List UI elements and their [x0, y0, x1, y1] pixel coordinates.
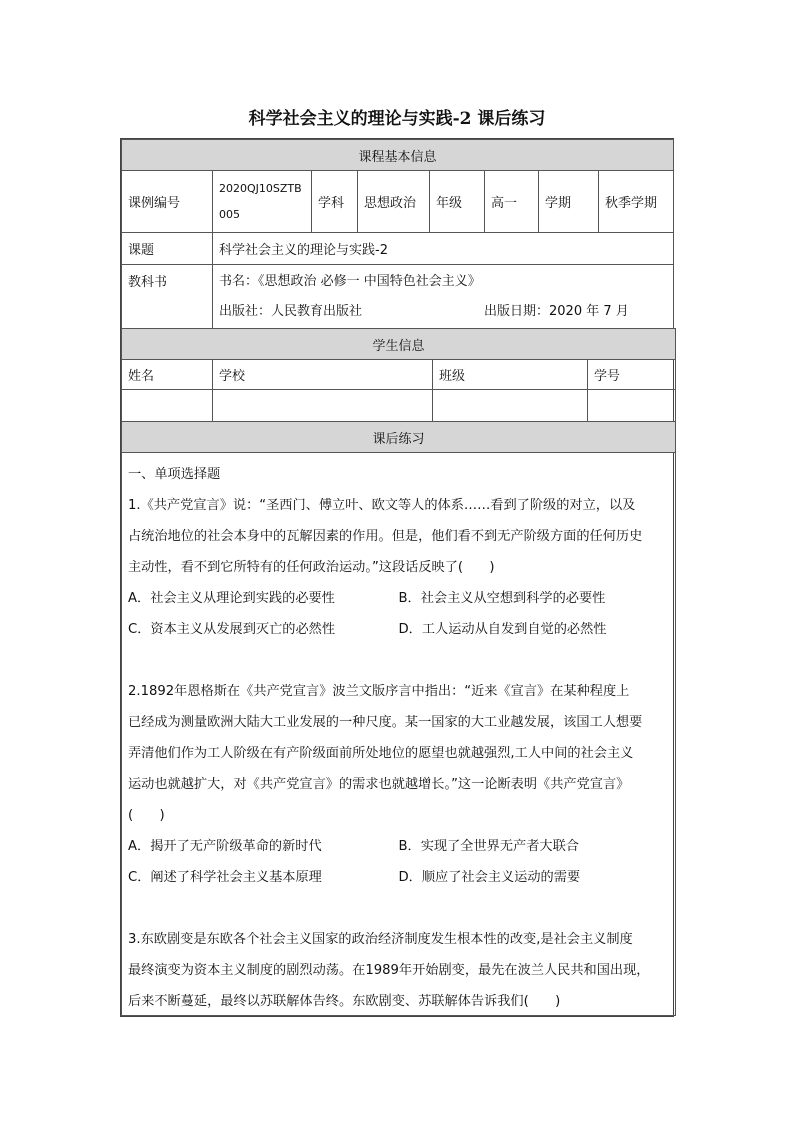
grade-value: 高一 [485, 171, 539, 233]
page-title: 科学社会主义的理论与实践-2 课后练习 [248, 109, 546, 129]
class-label: 班级 [433, 360, 588, 390]
course-info-header: 课程基本信息 [122, 140, 674, 171]
question-1: 1.《共产党宣言》说：“圣西门、傅立叶、欧文等人的体系……看到了阶级的对立，以及 占统治地位的社会本身中的瓦解因素的作用。但是，他们看不到无产阶级方面的任何历史 主动性，看不到它所特有的任何政治运动。”这段话反映了( ) A．社会主义从理论到实践的必要性 B．社会主义从空想到科学的必要性 C．资本主义从发展到灭亡的必然性 D．工人运动从自发到自觉的必然性 [128, 490, 669, 645]
q2-option-c[interactable]: C．阐述了科学社会主义基本原理 [128, 870, 322, 885]
question-2: 2.1892年恩格斯在《共产党宣言》波兰文版序言中指出：“近来《宣言》在某种程度上 已经成为测量欧洲大陆大工业发展的一种尺度。某一国家的大工业越发展，该国工人想要 弄清他们作为工人阶级在有产阶级面前所处地位的愿望也就越强烈,工人中间的社会主义 运动也就越扩大，对《共产党宣言》的需求也就越增长。”这一论断表明《共产党宣言》 ( ) A．揭开了无产阶级革命的新时代 B．实现了全世界无产者大联合 C．阐述了科学社会主义基本原理 D．顺应了社会主义运动的需要 [128, 676, 669, 893]
student-id-label: 学号 [588, 360, 676, 390]
subject-label: 学科 [312, 171, 358, 233]
exercise-content [122, 453, 675, 1015]
term-value: 秋季学期 [599, 171, 674, 233]
topic-label: 课题 [122, 233, 213, 265]
case-number-label: 课例编号 [122, 171, 213, 233]
student-id-field[interactable] [588, 390, 676, 422]
grade-label: 年级 [430, 171, 485, 233]
textbook-info [213, 265, 674, 329]
exercise-cell [122, 453, 676, 1016]
publish-date: 出版日期：2020 年 7 月 [484, 303, 629, 319]
section-heading: 一、单项选择题 [128, 467, 221, 482]
q2-option-a[interactable]: A．揭开了无产阶级革命的新时代 [128, 839, 322, 854]
school-field[interactable] [213, 390, 433, 422]
q1-option-b[interactable]: B．社会主义从空想到科学的必要性 [398, 591, 606, 606]
publisher: 出版社：人民教育出版社 [219, 303, 363, 319]
name-label: 姓名 [122, 360, 213, 390]
name-field[interactable] [122, 390, 213, 422]
school-label: 学校 [213, 360, 433, 390]
book-name: 书名：《思想政治 必修一 中国特色社会主义》 [219, 273, 481, 289]
q1-option-a[interactable]: A．社会主义从理论到实践的必要性 [128, 591, 335, 606]
subject-value: 思想政治 [358, 171, 430, 233]
course-info-table [121, 139, 674, 329]
term-label: 学期 [539, 171, 599, 233]
worksheet-table [120, 138, 674, 1017]
question-3: 3.东欧剧变是东欧各个社会主义国家的政治经济制度发生根本性的改变,是社会主义制度 最终演变为资本主义制度的剧烈动荡。在1989年开始剧变，最先在波兰人民共和国出现， 后来不断蔓延，最终以苏联解体告终。东欧剧变、苏联解体告诉我们( ) [128, 932, 650, 1009]
q1-option-d[interactable]: D．工人运动从自发到自觉的必然性 [398, 622, 607, 637]
case-number-value: 2020QJ10SZTB 005 [213, 171, 312, 233]
q1-option-c[interactable]: C．资本主义从发展到灭亡的必然性 [128, 622, 336, 637]
class-field[interactable] [433, 390, 588, 422]
student-info-header: 学生信息 [122, 329, 676, 360]
textbook-label: 教科书 [122, 265, 213, 329]
q2-option-b[interactable]: B．实现了全世界无产者大联合 [398, 839, 579, 854]
exercise-header: 课后练习 [122, 422, 676, 453]
student-info-table [121, 328, 676, 1016]
topic-value: 科学社会主义的理论与实践-2 [213, 233, 674, 265]
q2-option-d[interactable]: D．顺应了社会主义运动的需要 [398, 870, 581, 885]
